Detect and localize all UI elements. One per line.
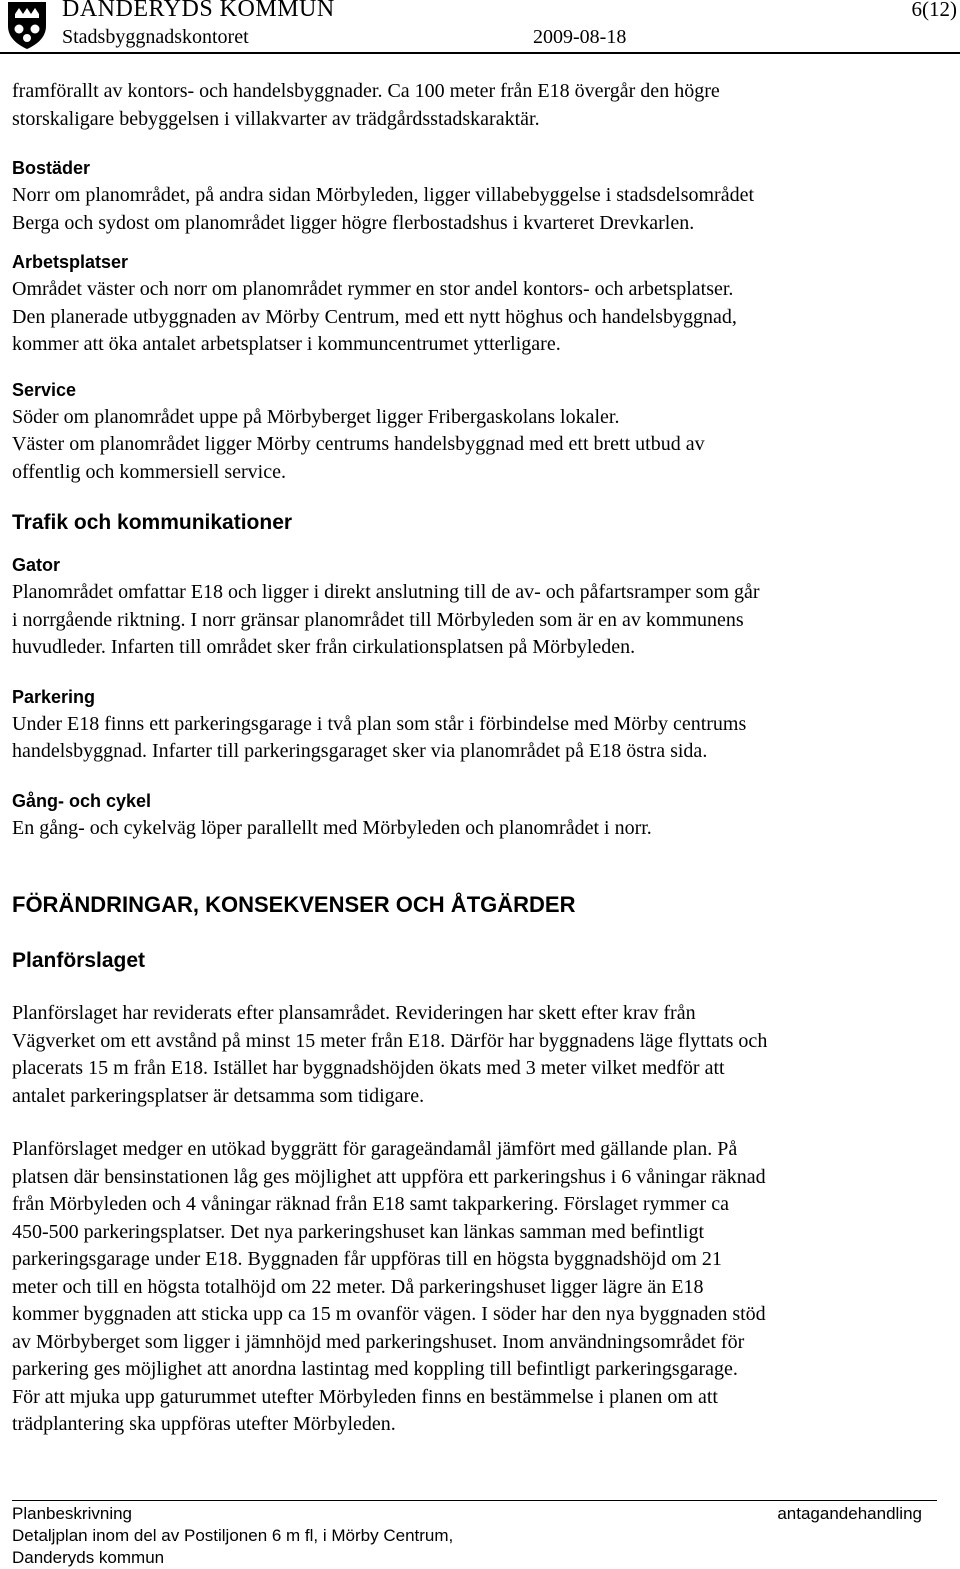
document-body xyxy=(12,78,942,1439)
body-line: Planförslaget medger en utökad byggrätt för garageändamål jämfört med gällande plan. På xyxy=(12,1138,738,1160)
page-header xyxy=(0,0,960,60)
body-line: placerats 15 m från E18. Istället har byggnadshöjden ökats med 3 meter vilket medför att xyxy=(12,1057,725,1079)
section-heading-gang-cykel: Gång- och cykel xyxy=(12,790,152,811)
page-number: 6(12) xyxy=(911,0,957,21)
footer-plan-name: Detaljplan inom del av Postiljonen 6 m fl, i Mörby Centrum, xyxy=(12,1526,454,1545)
body-line: Planförslaget har reviderats efter plansamrådet. Revideringen har skett efter krav från xyxy=(12,1002,696,1024)
coat-of-arms-icon xyxy=(6,0,48,50)
section-heading-trafik: Trafik och kommunikationer xyxy=(12,511,293,534)
body-line: storskaligare bebyggelsen i villakvarter av trädgårdsstadskaraktär. xyxy=(12,107,540,130)
body-line: Väster om planområdet ligger Mörby centrums handelsbyggnad med ett brett utbud av xyxy=(12,433,705,455)
body-line: platsen där bensinstationen låg ges möjlighet att uppföra ett parkeringshus i 6 våningar räknad xyxy=(12,1165,766,1188)
body-line: kommer att öka antalet arbetsplatser i kommuncentrumet ytterligare. xyxy=(12,333,561,355)
body-line: huvudleder. Infarten till området sker från cirkulationsplatsen på Mörbyleden. xyxy=(12,636,636,658)
body-line: av Mörbyberget som ligger i jämnhöjd med parkeringshuset. Inom användningsområdet för xyxy=(12,1330,745,1353)
body-line: Den planerade utbyggnaden av Mörby Centrum, med ett nytt höghus och handelsbyggnad, xyxy=(12,305,737,328)
body-line: parkeringsgarage under E18. Byggnaden får uppföras till en högsta byggnadshöjd om 21 xyxy=(12,1248,722,1270)
section-heading-forandringar: FÖRÄNDRINGAR, KONSEKVENSER OCH ÅTGÄRDER xyxy=(12,892,576,917)
body-line: Under E18 finns ett parkeringsgarage i två plan som står i förbindelse med Mörby centrums xyxy=(12,712,747,735)
body-line: Planområdet omfattar E18 och ligger i direkt anslutning till de av- och påfartsramper som går xyxy=(12,581,760,603)
paragraph-revision xyxy=(12,1000,942,1110)
footer-municipality: Danderyds kommun xyxy=(12,1548,165,1567)
department-name: Stadsbyggnadskontoret xyxy=(62,26,249,48)
organization-name: DANDERYDS KOMMUN xyxy=(62,0,335,22)
body-line: från Mörbyleden och 4 våningar räknad från E18 samt takparkering. Förslaget rymmer ca xyxy=(12,1193,729,1215)
paragraph-building-rights xyxy=(12,1136,942,1439)
body-line: Området väster och norr om planområdet rymmer en stor andel kontors- och arbetsplatser. xyxy=(12,278,734,300)
body-line: För att mjuka upp gaturummet utefter Mörbyleden finns en bestämmelse i planen om att xyxy=(12,1385,718,1408)
section-heading-bostader: Bostäder xyxy=(12,158,91,178)
footer-status: antagandehandling xyxy=(777,1504,922,1523)
body-line: i norrgående riktning. I norr gränsar planområdet till Mörbyleden som är en av kommunens xyxy=(12,608,744,631)
body-line: offentlig och kommersiell service. xyxy=(12,460,286,483)
section-heading-parkering: Parkering xyxy=(12,686,96,707)
body-line: trädplantering ska uppföras utefter Mörbyleden. xyxy=(12,1413,396,1435)
body-line: Vägverket om ett avstånd på minst 15 meter från E18. Därför har byggnadens läge flyttats och xyxy=(12,1029,768,1052)
section-heading-arbetsplatser: Arbetsplatser xyxy=(12,252,129,272)
body-line: Berga och sydost om planområdet ligger högre flerbostadshus i kvarteret Drevkarlen. xyxy=(12,211,695,234)
section-heading-service: Service xyxy=(12,379,77,400)
body-line: kommer byggnaden att sticka upp ca 15 m ovanför vägen. I söder har den nya byggnaden stöd xyxy=(12,1303,766,1325)
footer-doc-type: Planbeskrivning xyxy=(12,1504,133,1523)
body-line: antalet parkeringsplatser är detsamma som tidigare. xyxy=(12,1084,425,1107)
footer-left xyxy=(12,1503,453,1569)
document-date: 2009-08-18 xyxy=(533,26,627,48)
body-line: 450-500 parkeringsplatser. Det nya parkeringshuset kan länkas samman med befintligt xyxy=(12,1220,705,1243)
body-line: Norr om planområdet, på andra sidan Mörbyleden, ligger villabebyggelse i stadsdelsområdet xyxy=(12,184,755,206)
body-line: handelsbyggnad. Infarter till parkeringsgaraget sker via planområdet på E18 östra sida. xyxy=(12,740,708,762)
section-heading-gator: Gator xyxy=(12,555,61,575)
body-line: En gång- och cykelväg löper parallellt med Mörbyleden och planområdet i norr. xyxy=(12,816,652,839)
body-line: framförallt av kontors- och handelsbyggnader. Ca 100 meter från E18 övergår den högre xyxy=(12,80,720,102)
body-line: Söder om planområdet uppe på Mörbyberget ligger Fribergaskolans lokaler. xyxy=(12,405,620,428)
header-divider xyxy=(0,52,960,54)
body-line: parkering ges möjlighet att anordna lastintag med koppling till befintligt parkeringsgarage. xyxy=(12,1358,738,1380)
body-line: meter och till en högsta totalhöjd om 22 meter. Då parkeringshuset ligger lägre än E18 xyxy=(12,1275,704,1298)
footer-divider xyxy=(12,1500,937,1501)
section-heading-planforslaget: Planförslaget xyxy=(12,949,146,972)
